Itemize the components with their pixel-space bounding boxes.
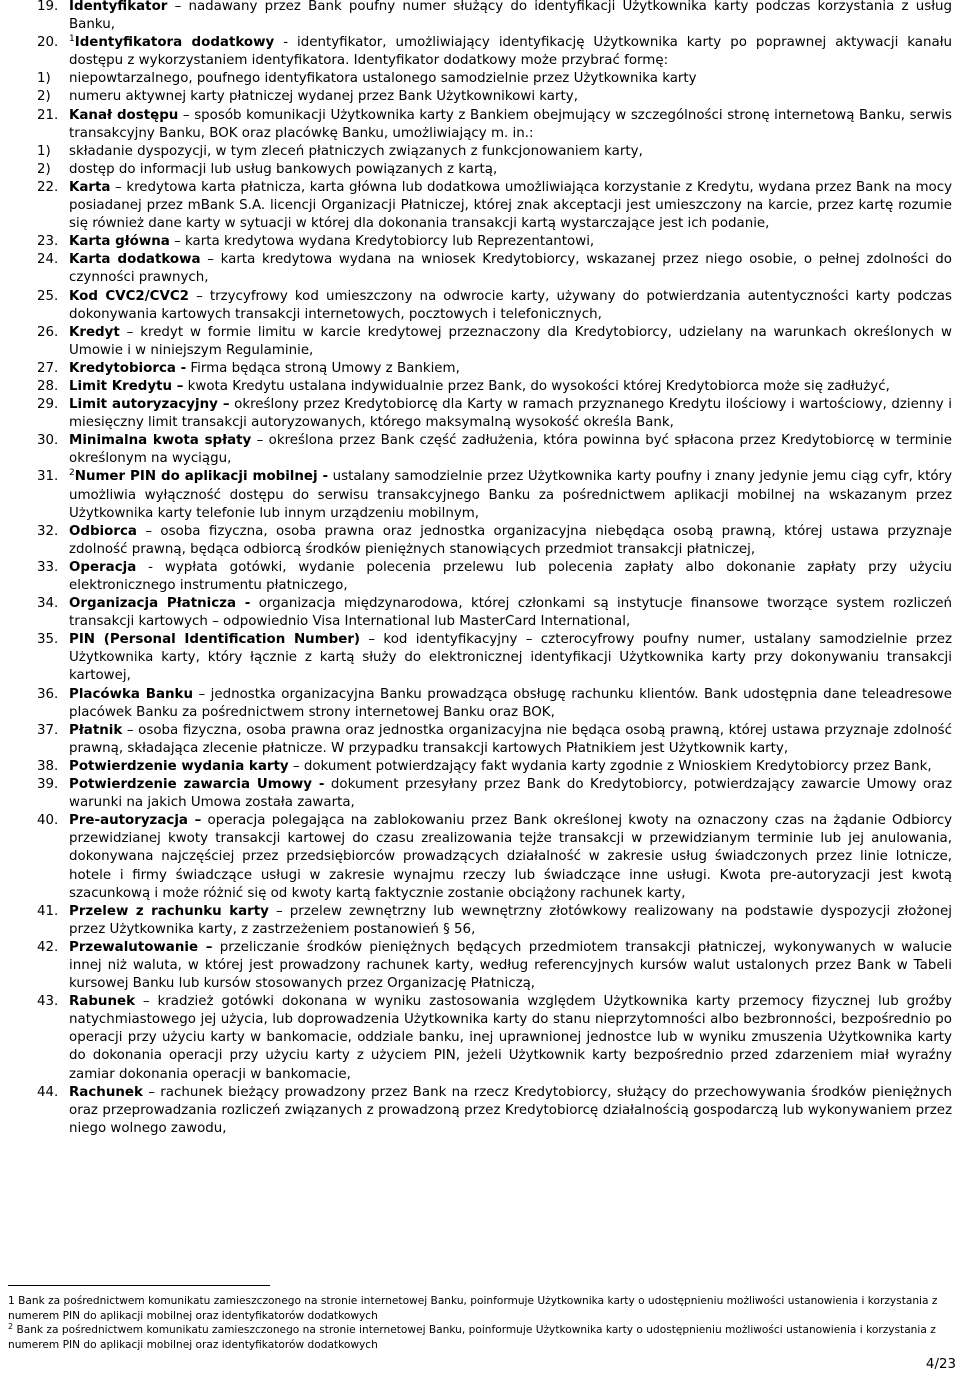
definition-item [8, 595, 952, 631]
definition-item [8, 559, 952, 595]
definition-term: Potwierdzenie wydania karty [69, 758, 289, 774]
definition-text: – sposób komunikacji Użytkownika karty z Bankiem obejmujący w szczególności stronę internetową Banku, serwis transakcyjny Banku, BOK oraz placówkę Banku, umożliwiający m. in.: [69, 107, 952, 141]
definition-text: kwota Kredytu ustalana indywidualnie przez Bank, do wysokości której Kredytobiorca może się zadłużyć, [183, 378, 890, 394]
definition-number: 35. [37, 632, 59, 648]
footnote-marker: 1 [69, 34, 75, 45]
subitem-number: 2) [37, 161, 51, 177]
definition-term: Operacja [69, 559, 137, 575]
definition-item [8, 993, 952, 1083]
definition-term: Przewalutowanie – [69, 939, 213, 955]
definition-number: 28. [37, 378, 59, 394]
definition-text: – rachunek bieżący prowadzony przez Bank na rzecz Kredytobiorcy, służący do przechowywania środków pieniężnych oraz przeprowadzania rozliczeń związanych z prowadzoną przez Kredytobiorcę działalnością gospodarczą lub wykonywaniem przez niego wolnego zawodu, [69, 1084, 952, 1136]
footnote [8, 1294, 938, 1323]
definition-term: Odbiorca [69, 523, 137, 539]
definition-text: – jednostka organizacyjna Banku prowadząca obsługę rachunku klientów. Bank udostępnia dane teleadresowe placówek Banku za pośrednictwem strony internetowej Banku oraz BOK, [69, 686, 952, 720]
definition-number: 31. [37, 469, 59, 485]
definition-number: 25. [37, 288, 59, 304]
definition-text: - wypłata gotówki, wydanie polecenia przelewu lub polecenia zapłaty albo dokonanie zapłaty przy użyciu elektronicznego instrumentu płatniczego, [69, 559, 952, 593]
definition-number: 20. [37, 35, 59, 51]
definition-text: operacja polegająca na zablokowaniu przez Bank określonej kwoty na oznaczony czas na żądanie Odbiorcy przewidzianej kwoty transakcji kartowej do czasu zrealizowania tejże transakcji w przewidzianym terminie lub jej anulowania, dokonywana najczęściej przez przedsiębiorców prowadzących działalność w zakresie usług świadczonych przez linie lotnicze, hotele i firmy świadczące usługi w zakresie wynajmu rzeczy lub świadczące inne usługi. Kwota pre-autoryzacji jest kwotą szacunkową i może różnić się od kwoty kartą faktycznie zostanie obciążony rachunek karty, [69, 813, 952, 901]
definition-text: – nadawany przez Bank poufny numer służący do identyfikacji Użytkownika karty podczas korzystania z usług Banku, [69, 0, 952, 33]
definition-text: – określona przez Bank część zadłużenia, która powinna być spłacona przez Kredytobiorcę w terminie określonym na wyciągu, [69, 433, 952, 467]
page-number: 4/23 [925, 1357, 956, 1372]
definition-term: Limit Kredytu – [69, 378, 184, 394]
definition-number: 40. [37, 813, 59, 829]
definition-text: przeliczanie środków pieniężnych będących przedmiotem transakcji płatniczej, wykonywanych w walucie innej niż waluta, w której jest prowadzony rachunek karty, według referencyjnych kursów walut ustalonych przez Bank w Tabeli kursowej Banku lub kursów stosowanych przez Organizację Płatniczą, [69, 939, 952, 992]
definition-item [8, 378, 952, 396]
definition-item [8, 179, 952, 233]
subitem-number: 2) [37, 89, 51, 105]
definition-number: 23. [37, 234, 59, 250]
definition-number: 29. [37, 397, 59, 413]
definition-text: – dokument potwierdzający fakt wydania karty zgodnie z Wnioskiem Kredytobiorcy przez Bank, [288, 758, 932, 774]
definition-text: organizacja międzynarodowa, której członkami są instytucje finansowe tworzące system rozliczeń transakcji kartowych – odpowiednio Visa International lub MasterCard International, [69, 596, 952, 630]
definition-term: Rabunek [69, 994, 135, 1010]
definition-term: Placówka Banku [69, 686, 193, 702]
definition-text: – kod identyfikacyjny – czterocyfrowy poufny numer, ustalany samodzielnie przez Użytkownika karty, który łącznie z kartą służy do elektronicznej identyfikacji Użytkownika karty przy dokonywaniu transakcji kartowej, [69, 632, 952, 684]
definition-term: Karta dodatkowa [69, 252, 201, 268]
definition-item [8, 812, 952, 902]
definition-text: – kredyt w formie limitu w karcie kredytowej przeznaczony dla Kredytobiorcy, udzielany na warunkach określonych w Umowie i w niniejszym Regulaminie, [69, 324, 952, 358]
definition-item [8, 360, 952, 378]
definition-number: 39. [37, 777, 59, 793]
definition-number: 21. [37, 107, 59, 123]
definition-number: 27. [37, 360, 59, 376]
definition-term: Kredyt [69, 324, 120, 340]
definition-item [8, 107, 952, 143]
definition-item [8, 722, 952, 758]
footnote-number: 2 [8, 1322, 14, 1331]
definition-number: 26. [37, 324, 59, 340]
footnote [8, 1323, 938, 1352]
definition-item [8, 432, 952, 468]
definition-number: 42. [37, 939, 59, 955]
definition-text: dokument przesyłany przez Bank do Kredytobiorcy, potwierdzający zawarcie Umowy oraz warunki na jakich Umowa została zawarta, [69, 777, 952, 811]
definition-item [8, 0, 952, 34]
definition-text: – przelew zewnętrzny lub wewnętrzny złotówkowy realizowany na podstawie dyspozycji złożonej przez Użytkownika karty, z zastrzeżeniem postanowień § 56, [69, 903, 952, 937]
definition-number: 30. [37, 433, 59, 449]
definition-term: Pre-autoryzacja – [69, 813, 202, 829]
definitions-list [8, 0, 952, 1138]
definition-item [8, 34, 952, 70]
definition-text: – karta kredytowa wydana na wniosek Kredytobiorcy, wskazanej przez niego osobie, o pełnej zdolności do czynności prawnych, [69, 252, 952, 286]
footnote-separator [8, 1285, 270, 1286]
footnotes [8, 1294, 938, 1352]
definition-text: – kradzież gotówki dokonana w wyniku zastosowania względem Użytkownika karty przemocy fizycznej lub groźby natychmiastowego jej użycia, lub doprowadzenia Użytkownika karty do stanu nieprzytomności albo bezbronności, bezpośrednio po operacji przy użyciu karty w bankomacie, oddziale banku, inej uprawnionej jednostce lub w wyniku zmuszenia Użytkownika karty do dokonania operacji przy użyciu karty z użyciem PIN, jeżeli Użytkownik karty bezpośrednio przed zdarzeniem miał wyraźny zamiar dokonania operacji w bankomacie, [69, 994, 952, 1082]
definition-term: PIN (Personal Identification Number) [69, 632, 361, 648]
definition-term: Organizacja Płatnicza - [69, 596, 251, 612]
definition-text: – karta kredytowa wydana Kredytobiorcy lub Reprezentantowi, [169, 234, 595, 250]
definition-item [8, 758, 952, 776]
definition-term: Karta [69, 179, 111, 195]
definition-text: – osoba fizyczna, osoba prawna oraz jednostka organizacyjna niebędąca osobą prawną, której ustawa przyznaje zdolność prawną, będąca odbiorcą środków pieniężnych stanowiących przedmiot transakcji płatniczej, [69, 523, 952, 557]
definition-number: 32. [37, 523, 59, 539]
footnote-text: Bank za pośrednictwem komunikatu zamieszczonego na stronie internetowej Banku, poinformuje Użytkownika karty o udostępnieniu możliwości ustanowienia i korzystania z numerem PIN do aplikacji mobilnej oraz identyfikatorów dodatkowych [8, 1324, 936, 1351]
definition-text: – osoba fizyczna, osoba prawna oraz jednostka organizacyjna nie będąca osobą prawną, której ustawa przyznaje zdolność prawną, składająca zlecenie płatnicze. W przypadku transakcji kartowych Płatnikiem jest Użytkownik karty, [69, 722, 952, 756]
definition-number: 38. [37, 758, 59, 774]
subitem-number: 1) [37, 143, 51, 159]
definition-item [8, 776, 952, 812]
definition-number: 44. [37, 1084, 59, 1100]
definition-item [8, 233, 952, 251]
definition-number: 19. [37, 0, 59, 14]
definition-text: – kredytowa karta płatnicza, karta główna lub dodatkowa umożliwiająca korzystanie z Kredytu, wydana przez Bank na mocy posiadanej przez mBank S.A. licencji Organizacji Płatniczej, której znak akceptacji jest umieszczony na karcie, przez kartę rozumie się również dane karty w sytuacji w której dla dokonania transakcji kartą wystarczające jest ich podanie, [69, 179, 952, 232]
definition-item [8, 903, 952, 939]
definition-item [8, 631, 952, 685]
definition-item [8, 686, 952, 722]
definition-text: określony przez Kredytobiorcę dla Karty w ramach przyznanego Kredytu ilościowy i wartościowy, dzienny i miesięczny limit transakcji autoryzowanych, którego maksymalną wysokość określa Bank, [69, 397, 952, 431]
subitem-text: numeru aktywnej karty płatniczej wydanej przez Bank Użytkownikowi karty, [69, 89, 578, 105]
footnote-text: Bank za pośrednictwem komunikatu zamieszczonego na stronie internetowej Banku, poinformuje Użytkownika karty o udostępnieniu możliwości ustanowienia i korzystania z numerem PIN do aplikacji mobilnej oraz identyfikatorów dodatkowych [8, 1295, 938, 1322]
definition-number: 33. [37, 559, 59, 575]
subitem-text: niepowtarzalnego, poufnego identyfikatora ustalonego samodzielnie przez Użytkownika karty [69, 71, 697, 87]
definition-term: Identyfikatora dodatkowy [74, 35, 275, 51]
definition-number: 36. [37, 686, 59, 702]
definition-term: Identyfikator [69, 0, 168, 14]
definition-item [8, 1084, 952, 1138]
definition-number: 34. [37, 596, 59, 612]
footnote-number: 1 [8, 1295, 15, 1307]
definition-item [8, 324, 952, 360]
definition-term: Potwierdzenie zawarcia Umowy - [69, 777, 325, 793]
definition-item [8, 939, 952, 993]
definition-subitem [8, 161, 952, 179]
definition-number: 24. [37, 252, 59, 268]
definition-item [8, 251, 952, 287]
definition-number: 41. [37, 903, 59, 919]
definition-term: Kanał dostępu [69, 107, 179, 123]
subitem-text: dostęp do informacji lub usług bankowych powiązanych z kartą, [69, 161, 498, 177]
definition-subitem [8, 88, 952, 106]
definition-text: ustalany samodzielnie przez Użytkownika karty poufny i znany jedynie jemu ciąg cyfr, który umożliwia wyłączność dostępu do serwisu transakcyjnego Banku za pośrednictwem aplikacji mobilnej na wskazanym przez Użytkownika karty telefonie lub innym urządzeniu mobilnym, [69, 469, 952, 521]
definition-term: Limit autoryzacyjny – [69, 397, 230, 413]
footnote-marker: 2 [69, 468, 75, 479]
definition-item [8, 523, 952, 559]
subitem-number: 1) [37, 71, 51, 87]
definition-term: Płatnik [69, 722, 123, 738]
definition-text: - identyfikator, umożliwiający identyfikację Użytkownika karty po poprawnej aktywacji kanału dostępu z wykorzystaniem identyfikatora. Identyfikator dodatkowy może przybrać formę: [69, 35, 953, 69]
definition-subitem [8, 70, 952, 88]
definition-term: Rachunek [69, 1084, 143, 1100]
definition-term: Kod CVC2/CVC2 [69, 288, 189, 304]
definition-subitem [8, 143, 952, 161]
definition-number: 43. [37, 994, 59, 1010]
definition-number: 22. [37, 179, 59, 195]
definition-item [8, 468, 952, 522]
definition-term: Karta główna [69, 234, 170, 250]
definition-number: 37. [37, 722, 59, 738]
definition-item [8, 396, 952, 432]
definition-text: – trzycyfrowy kod umieszczony na odwrocie karty, używany do potwierdzania autentyczności karty podczas dokonywania kartowych transakcji internetowych, pocztowych i telefonicznych, [69, 288, 952, 322]
definition-term: Przelew z rachunku karty [69, 903, 269, 919]
definition-term: Kredytobiorca - [69, 360, 187, 376]
definition-item [8, 288, 952, 324]
definition-term: Minimalna kwota spłaty [69, 433, 252, 449]
definition-text: Firma będąca stroną Umowy z Bankiem, [186, 360, 460, 376]
definition-term: Numer PIN do aplikacji mobilnej - [74, 469, 329, 485]
subitem-text: składanie dyspozycji, w tym zleceń płatniczych związanych z funkcjonowaniem karty, [69, 143, 643, 159]
